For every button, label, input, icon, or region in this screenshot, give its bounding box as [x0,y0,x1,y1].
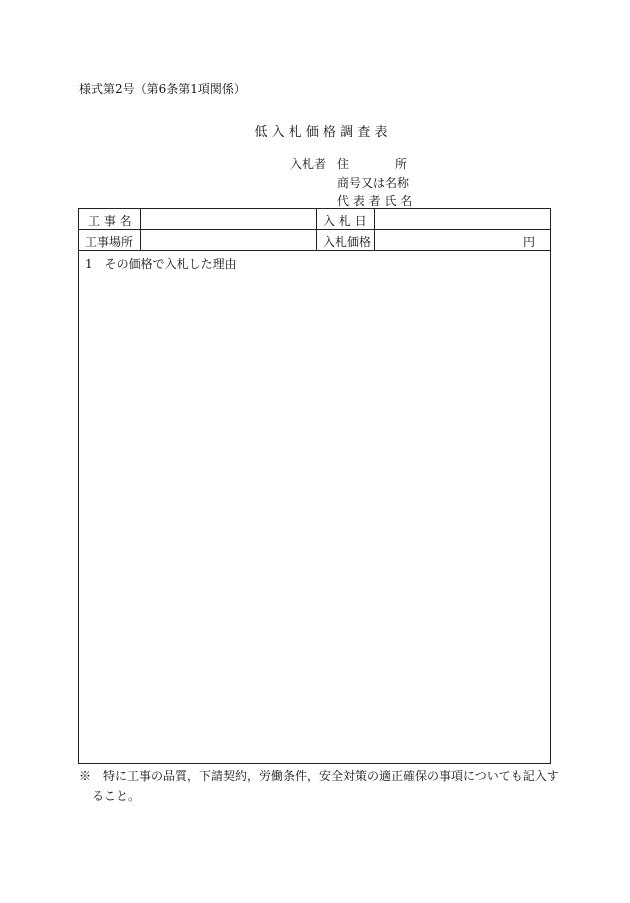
yen-unit: 円 [523,235,536,249]
form-number: 様式第2号（第6条第1項関係） [79,82,246,96]
note-line-1: ※ 特に工事の品質，下請契約，労働条件，安全対策の適正確保の事項についても記入す [79,769,559,783]
bidder-label: 入札者 [290,157,327,171]
investigation-form-table [78,208,551,764]
address-label-1: 住 [337,157,350,171]
company-name-label: 商号又は名称 [337,176,410,190]
row-divider [79,229,550,230]
project-location-label: 工事場所 [85,235,134,249]
bid-date-label: 入 札 日 [323,214,367,228]
row-divider [79,250,550,251]
project-name-label: 工 事 名 [88,214,132,228]
project-name-field[interactable] [141,210,315,228]
bid-price-label: 入札価格 [323,235,372,249]
bid-date-field[interactable] [375,210,550,228]
representative-label: 代 表 者 氏 名 [337,194,413,208]
column-divider [316,209,317,250]
reason-label: 1 その価格で入札した理由 [85,257,237,271]
document-title: 低 入 札 価 格 調 査 表 [254,125,388,140]
project-location-field[interactable] [141,231,315,249]
reason-text-area[interactable] [80,273,549,761]
note-line-2: ること。 [92,789,141,803]
address-label-2: 所 [395,157,408,171]
